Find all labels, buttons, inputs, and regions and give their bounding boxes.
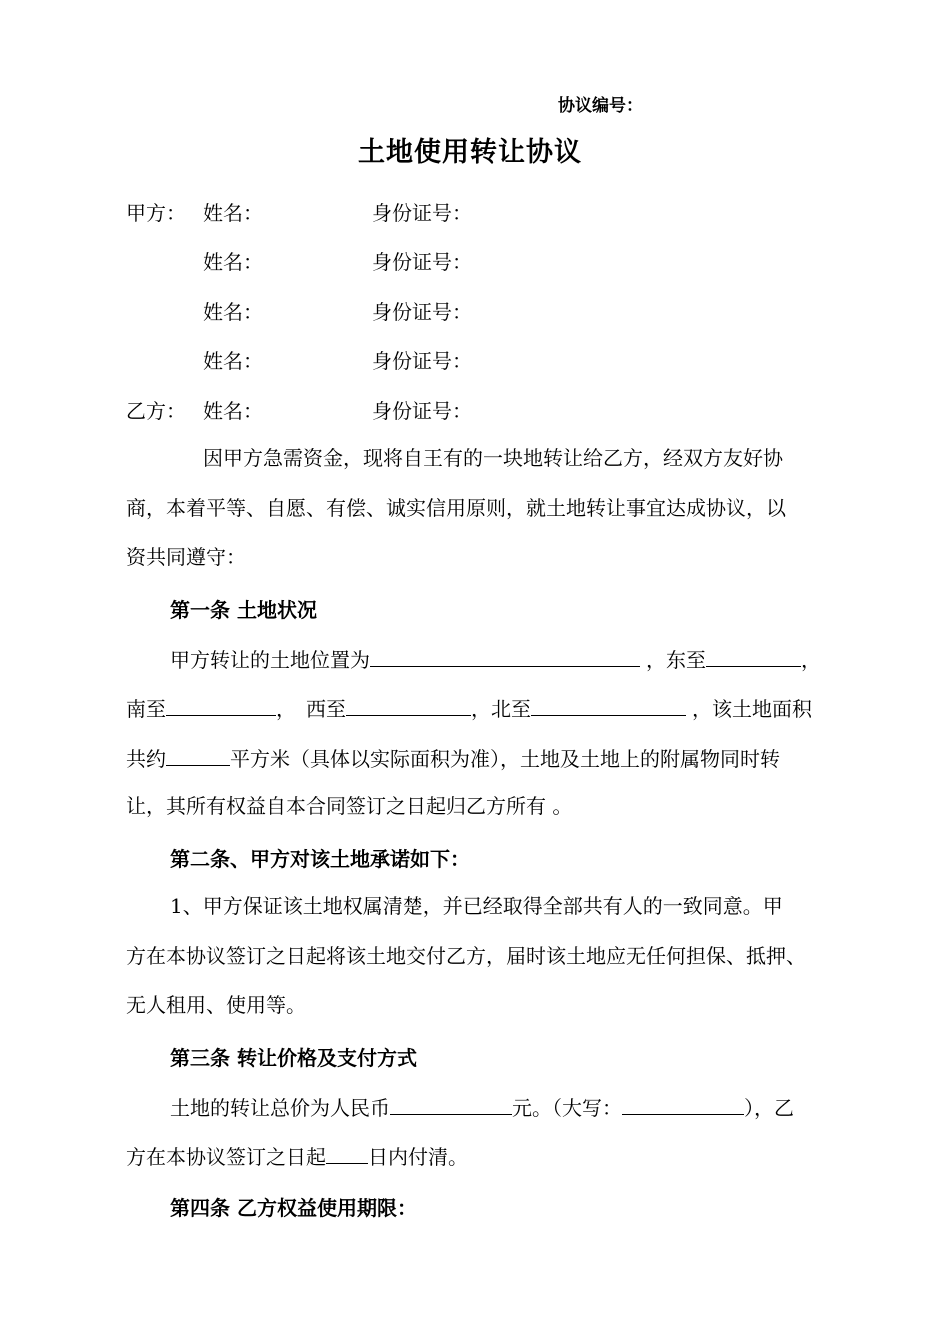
id-number-label: 身份证号：	[372, 300, 472, 324]
south-boundary-blank[interactable]	[166, 693, 276, 716]
text-run: ，	[471, 697, 491, 721]
text-run: 甲方转让的土地位置为	[170, 648, 370, 672]
id-number-label: 身份证号：	[372, 399, 472, 423]
name-label: 姓名：	[203, 399, 263, 423]
text-run: 共约	[126, 747, 166, 771]
id-number-label: 身份证号：	[372, 201, 472, 225]
area-blank[interactable]	[166, 743, 230, 766]
agreement-number-label: 协议编号：	[558, 96, 643, 116]
intro-line-1: 因甲方急需资金，现将自王有的一块地转让给乙方，经双方友好协	[203, 446, 783, 470]
location-blank[interactable]	[370, 644, 640, 667]
article-3-heading: 第三条 转让价格及支付方式	[170, 1046, 417, 1070]
payment-days-blank[interactable]	[326, 1141, 368, 1164]
party-a-label: 甲方：	[126, 201, 186, 225]
article-1-line-4: 让，其所有权益自本合同签订之日起归乙方所有 。	[126, 794, 573, 818]
article-3-line-2	[126, 1141, 861, 1171]
text-run: ，东至	[646, 648, 706, 672]
text-run: 平方米（具体以实际面积为准），土地及土地上的附属物同时转	[230, 747, 780, 771]
text-run: ），乙	[744, 1096, 794, 1120]
text-run: 西至	[306, 697, 346, 721]
article-2-line-2: 方在本协议签订之日起将该土地交付乙方，届时该土地应无任何担保、抵押、	[126, 944, 806, 968]
document-title: 土地使用转让协议	[358, 137, 582, 168]
name-label: 姓名：	[203, 250, 263, 274]
intro-line-2: 商，本着平等、自愿、有偿、诚实信用原则，就土地转让事宜达成协议，以	[126, 496, 786, 520]
text-run: ，	[801, 648, 821, 672]
id-number-label: 身份证号：	[372, 349, 472, 373]
article-1-line-1	[170, 644, 860, 674]
name-label: 姓名：	[203, 201, 263, 225]
text-run: 土地的转让总价为人民币	[170, 1096, 390, 1120]
west-boundary-blank[interactable]	[346, 693, 471, 716]
price-in-words-blank[interactable]	[622, 1092, 744, 1115]
article-3-line-1	[170, 1092, 860, 1122]
article-2-line-1: 1、甲方保证该土地权属清楚，并已经取得全部共有人的一致同意。甲	[170, 894, 783, 918]
article-4-heading: 第四条 乙方权益使用期限：	[170, 1196, 417, 1220]
text-run: ，	[276, 697, 296, 721]
text-run: 日内付清。	[368, 1145, 468, 1169]
price-blank[interactable]	[390, 1092, 512, 1115]
article-2-line-3: 无人租用、使用等。	[126, 993, 306, 1017]
north-boundary-blank[interactable]	[531, 693, 686, 716]
text-run: ，该土地面积	[692, 697, 812, 721]
text-run: 南至	[126, 697, 166, 721]
article-1-line-3	[126, 743, 861, 773]
id-number-label: 身份证号：	[372, 250, 472, 274]
text-run: 方在本协议签订之日起	[126, 1145, 326, 1169]
intro-line-3: 资共同遵守：	[126, 545, 246, 569]
name-label: 姓名：	[203, 300, 263, 324]
article-1-heading: 第一条 土地状况	[170, 598, 317, 622]
east-boundary-blank[interactable]	[706, 644, 801, 667]
name-label: 姓名：	[203, 349, 263, 373]
article-2-heading: 第二条、甲方对该土地承诺如下：	[170, 847, 470, 871]
article-1-line-2	[126, 693, 861, 723]
text-run: 元。（大写：	[512, 1096, 622, 1120]
text-run: 北至	[491, 697, 531, 721]
party-b-label: 乙方：	[126, 399, 186, 423]
